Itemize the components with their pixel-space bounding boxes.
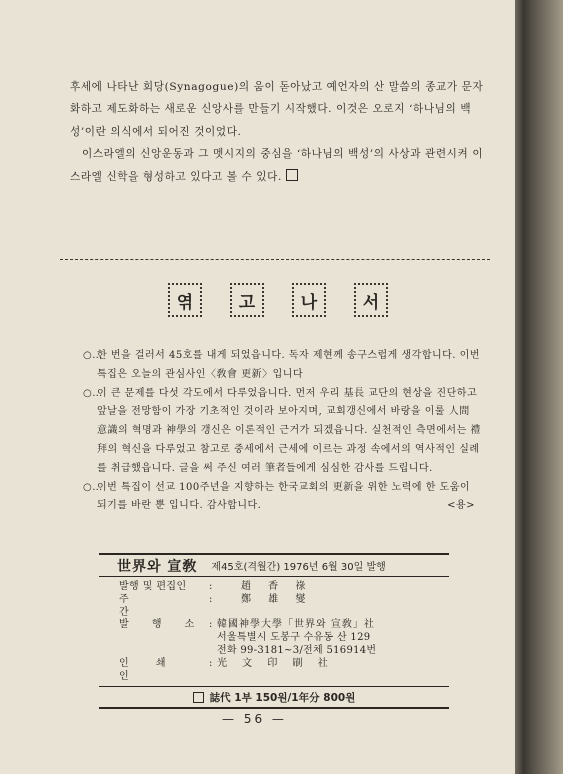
imprint-label: 발 행 소	[119, 619, 205, 631]
title-char-2: 고	[230, 283, 264, 317]
imprint-label: 발행 및 편집인	[119, 581, 187, 592]
title-char-3: 나	[292, 283, 326, 317]
imprint-row: 인 쇄 인 : 光 文 印 刷 社	[119, 657, 334, 682]
imprint-label	[119, 645, 209, 658]
note-bullet: ○…	[83, 350, 103, 361]
imprint-details	[99, 577, 449, 686]
intro-text	[70, 76, 488, 188]
editor-signature: <용>	[447, 500, 475, 512]
issue-info: 제45호(격월간) 1976년 6월 30일 발행	[211, 562, 386, 573]
imprint-row	[119, 645, 449, 658]
price-box-mark	[193, 692, 204, 703]
imprint-value: 鄭 雄 燮	[241, 593, 313, 605]
imprint-row: 주 간 : 鄭 雄 燮	[119, 593, 313, 618]
section-divider	[60, 259, 490, 260]
intro-paragraph-2: 이스라엘의 신앙운동과 그 멧시지의 중심을 ‘하나님의 백성’의 사상과 관련시켜 이스라엘 신학을 형성하고 있다고 볼 수 있다.	[70, 148, 484, 183]
book-spine-shadow	[515, 0, 563, 774]
imprint-value: 서울특별시 도봉구 수유동 산 129	[217, 632, 371, 644]
editorial-note: ○…이번 특집이 선교 100주년을 지향하는 한국교회의 更新을 위한 노력에 한 도움이 되기를 바란 뿐 입니다. 감사합니다. <용>	[83, 479, 481, 517]
imprint-box	[99, 553, 449, 709]
imprint-label: 주 간	[119, 593, 163, 618]
note-bullet: ○…	[83, 481, 103, 493]
intro-paragraph-1: 후세에 나타난 회당(Synagogue)의 움이 돋아났고 예언자의 산 말씀의 종교가 문자화하고 제도화하는 새로운 신앙사를 만들기 시작했다. 이것은 오로지 ‘하나님의 백성’이란 의식에서 되어진 것이었다.	[70, 81, 484, 138]
imprint-value: 光 文 印 刷 社	[217, 657, 334, 669]
price-text: 誌代 1부 150원/1年分 800원	[209, 691, 356, 704]
price-line	[99, 686, 449, 709]
title-char-1: 엮	[168, 283, 202, 317]
imprint-row: 발행 및 편집인 : 趙 香 祿	[119, 581, 313, 592]
page-number: — 56 —	[222, 712, 287, 726]
imprint-label: 인 쇄 인	[119, 657, 178, 682]
title-char-4: 서	[354, 283, 388, 317]
magazine-name: 世界와 宣敎	[117, 558, 198, 575]
imprint-row: 발 행 소 : 韓國神學大學「世界와 宣敎」社	[119, 619, 375, 631]
imprint-value: 趙 香 祿	[241, 581, 313, 592]
imprint-value: 韓國神學大學「世界와 宣敎」社	[217, 619, 375, 631]
editorial-note: ○…이 큰 문제를 다섯 각도에서 다루었읍니다. 먼저 우리 基長 교단의 현상을 진단하고 앞날을 전망함이 가장 기초적인 것이라 보아지며, 교회갱신에서 바랑을 이룰 人間 意識의 혁명과 神學의 갱신은 이론적인 근거가 되겠읍니다. 실천적인 측면에서는 禮拜의 혁신을 다루었고 참고로 중세에서 근세에 이르는 과정 속에서의 역사적인 실례를 취급했읍니다. 글을 써 주신 여러 筆者들에게 심심한 감사를 드립니다.	[83, 385, 481, 479]
note-bullet: ○…	[83, 387, 103, 399]
end-mark-box	[286, 169, 298, 181]
imprint-label	[119, 632, 209, 645]
editorial-notes	[83, 347, 481, 516]
imprint-value: 전화 99-3181~3/전체 516914번	[217, 644, 377, 656]
imprint-header	[99, 553, 449, 577]
editorial-note: ○…한 번을 걸러서 45호를 내게 되었읍니다. 독자 제현께 송구스럽게 생각합니다. 이번 특집은 오늘의 관심사인〈敎會 更新〉입니다	[83, 347, 481, 385]
editorial-title	[168, 283, 388, 317]
imprint-row	[119, 632, 449, 645]
